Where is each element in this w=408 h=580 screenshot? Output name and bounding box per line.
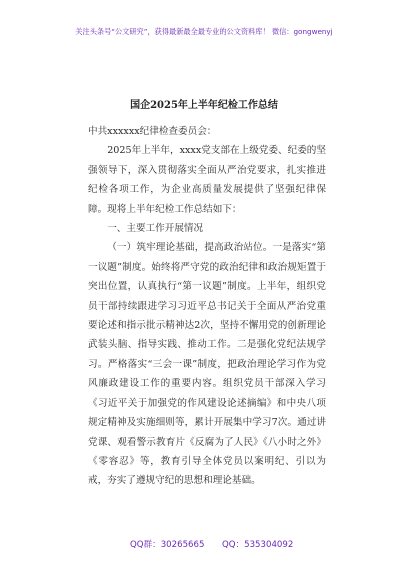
salutation: 中共xxxxxx纪律检查委员会：: [88, 126, 217, 137]
document-body: [88, 122, 326, 491]
promo-banner: 关注头条号“公文研究”，获得最新最全最专业的公文资料库！ 微信：gongwenyj: [75, 27, 333, 36]
body-paragraph: （一）筑牢理论基础，提高政治站位。一是落实“第一议题”制度。始终将严守党的政治纪律和政治规矩置于突出位置，认真执行“第一议题”制度。上半年，组织党员干部持续跟进学习习近平总书记关于全面从严治党重要论述和指示批示精神达2次，坚持不懈用党的创新理论武装头脑、指导实践、推动工作。二是强化党纪法规学习。严格落实“三会一课”制度，把政治理论学习作为党风廉政建设工作的重要内容。组织党员干部深入学习《习近平关于加强党的作风建设论述摘编》和中央八项规定精神及实施细则等，累计开展集中学习7次。通过讲党课、观看警示教育片《反腐为了人民》《八小时之外》《零容忍》等，教育引导全体党员以案明纪、引以为戒，夯实了遵规守纪的思想和理论基础。: [88, 242, 326, 487]
qq-contact: QQ：535304092: [222, 540, 294, 550]
section-heading: 一、主要工作开展情况: [107, 223, 204, 235]
qq-group-contact: QQ群：30265665: [130, 540, 205, 550]
intro-paragraph: 2025年上半年，xxxx党支部在上级党委、纪委的坚强领导下，深入贯彻落实全面从严治党要求，扎实推进纪检各项工作，为企业高质量发展提供了坚强纪律保障。现将上半年纪检工作总结如下：: [88, 145, 326, 215]
document-title: 国企2025年上半年纪检工作总结: [130, 100, 278, 111]
